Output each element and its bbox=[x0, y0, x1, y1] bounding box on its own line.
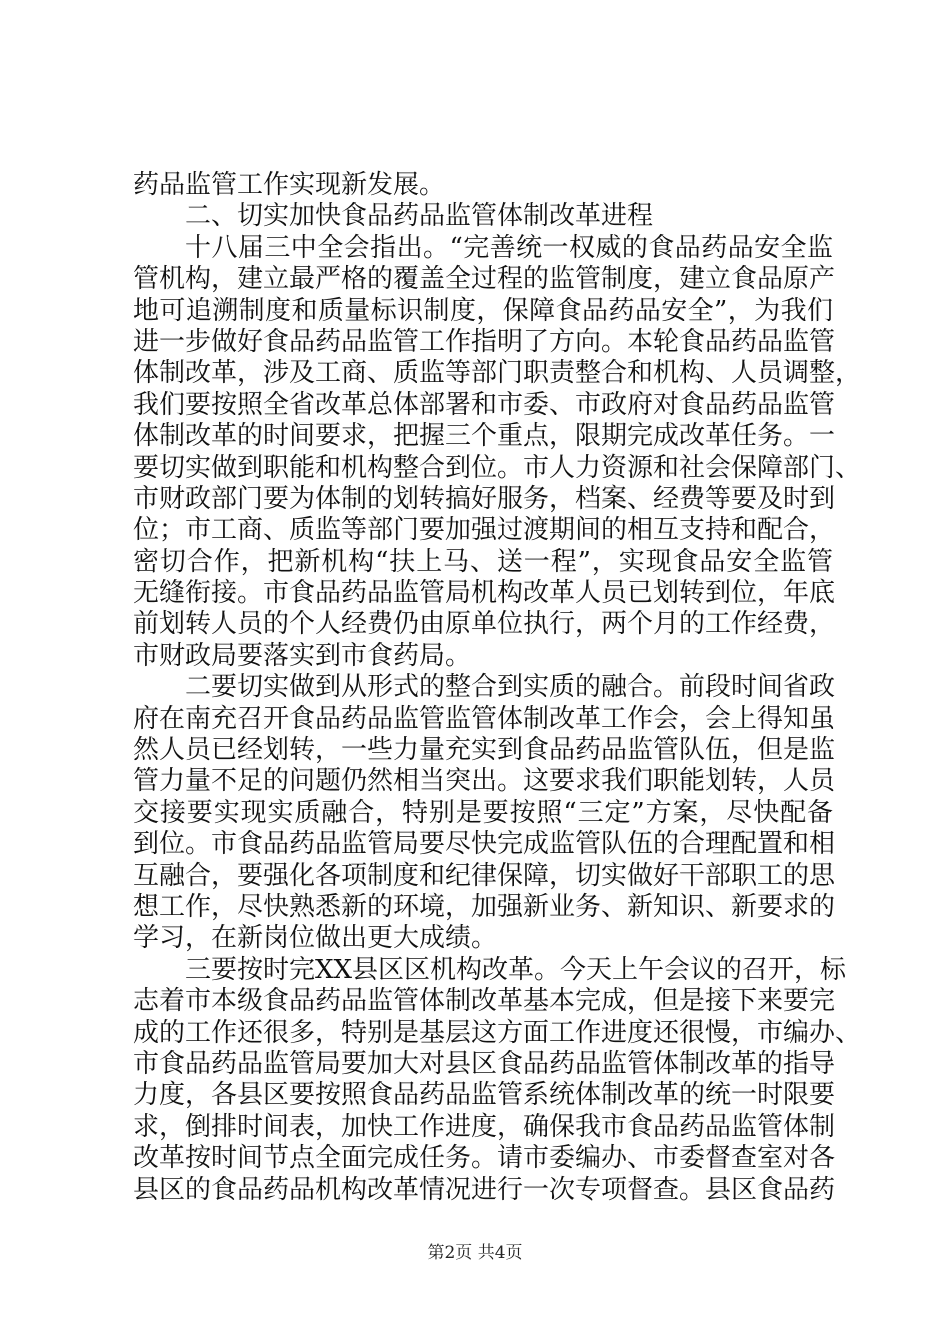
section-heading: 二、切实加快食品药品监管体制改革进程 bbox=[185, 201, 654, 232]
text-line: 要切实做到职能和机构整合到位。市人力资源和社会保障部门、 bbox=[133, 452, 862, 483]
text-line: 位；市工商、质监等部门要加强过渡期间的相互支持和配合， bbox=[133, 515, 836, 546]
text-line: 然人员已经划转，一些力量充实到食品药品监管队伍，但是监 bbox=[133, 735, 836, 766]
text-line: 药品监管工作实现新发展。 bbox=[133, 170, 446, 200]
text-line: 体制改革，涉及工商、质监等部门职责整合和机构、人员调整， bbox=[133, 358, 862, 389]
text-line: 求，倒排时间表，加快工作进度，确保我市食品药品监管体制 bbox=[133, 1111, 836, 1142]
text-line: 十八届三中全会指出。“完善统一权威的食品药品安全监 bbox=[185, 232, 833, 263]
text-line: 改革按时间节点全面完成任务。请市委编办、市委督查室对各 bbox=[133, 1143, 836, 1174]
text-line: 市财政部门要为体制的划转搞好服务，档案、经费等要及时到 bbox=[133, 483, 836, 514]
text-line: 学习，在新岗位做出更大成绩。 bbox=[133, 923, 498, 954]
text-line: 县区的食品药品机构改革情况进行一次专项督查。县区食品药 bbox=[133, 1174, 836, 1205]
text-line: 体制改革的时间要求，把握三个重点，限期完成改革任务。一 bbox=[133, 421, 836, 452]
text-line: 力度，各县区要按照食品药品监管系统体制改革的统一时限要 bbox=[133, 1080, 836, 1111]
text-line: 管机构，建立最严格的覆盖全过程的监管制度，建立食品原产 bbox=[133, 264, 836, 295]
text-line: 进一步做好食品药品监管工作指明了方向。本轮食品药品监管 bbox=[133, 326, 836, 357]
text-line: 志着市本级食品药品监管体制改革基本完成，但是接下来要完 bbox=[133, 986, 836, 1017]
text-line: 管力量不足的问题仍然相当突出。这要求我们职能划转，人员 bbox=[133, 766, 836, 797]
page-footer: 第2页 共4页 bbox=[427, 1243, 523, 1263]
text-line: 地可追溯制度和质量标识制度，保障食品药品安全”，为我们 bbox=[133, 295, 833, 326]
text-line: 市财政局要落实到市食药局。 bbox=[133, 640, 472, 671]
text-line: 想工作，尽快熟悉新的环境，加强新业务、新知识、新要求的 bbox=[133, 891, 836, 922]
text-line: 互融合，要强化各项制度和纪律保障，切实做好干部职工的思 bbox=[133, 860, 836, 891]
text-line: 密切合作，把新机构“扶上马、送一程”，实现食品安全监管 bbox=[133, 546, 833, 577]
text-line: 市食品药品监管局要加大对县区食品药品监管体制改革的指导 bbox=[133, 1048, 836, 1079]
text-line: 无缝衔接。市食品药品监管局机构改革人员已划转到位，年底 bbox=[133, 578, 836, 609]
text-line: 成的工作还很多，特别是基层这方面工作进度还很慢，市编办、 bbox=[133, 1017, 862, 1048]
text-line: 二要切实做到从形式的整合到实质的融合。前段时间省政 bbox=[185, 672, 836, 703]
text-line: 到位。市食品药品监管局要尽快完成监管队伍的合理配置和相 bbox=[133, 829, 836, 860]
text-line: 三要按时完XX县区区机构改革。今天上午会议的召开，标 bbox=[185, 954, 847, 985]
text-line: 我们要按照全省改革总体部署和市委、市政府对食品药品监管 bbox=[133, 389, 836, 420]
text-line: 府在南充召开食品药品监管监管体制改革工作会，会上得知虽 bbox=[133, 703, 836, 734]
document-body bbox=[133, 170, 862, 1206]
text-line: 交接要实现实质融合，特别是要按照“三定”方案，尽快配备 bbox=[133, 797, 833, 828]
text-line: 前划转人员的个人经费仍由原单位执行，两个月的工作经费， bbox=[133, 609, 836, 640]
